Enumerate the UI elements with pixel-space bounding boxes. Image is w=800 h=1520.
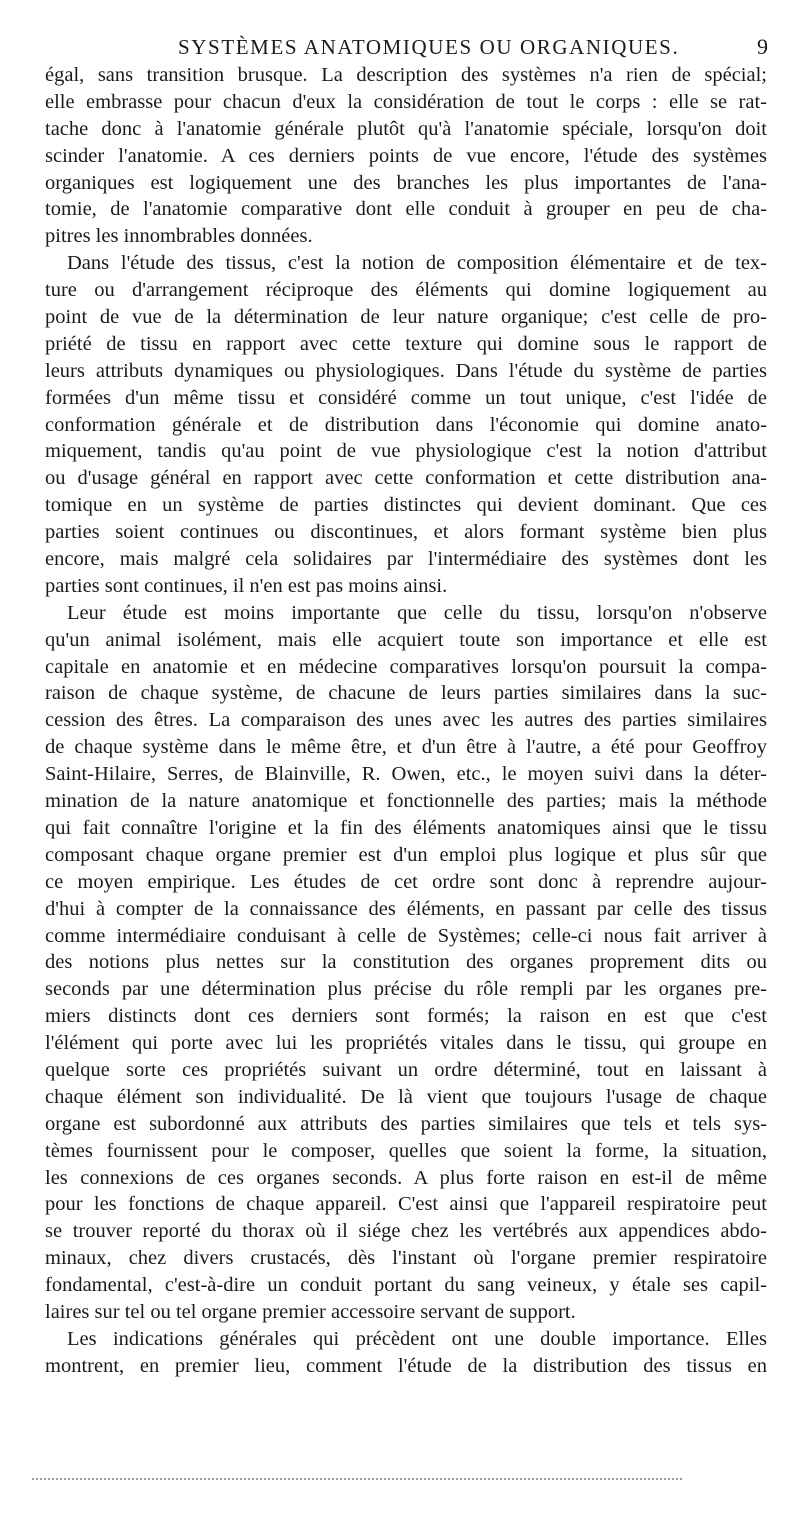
text-line: parties soient continues ou discontinues, et alors formant système bien plus	[45, 521, 767, 544]
text-line: ce moyen empirique. Les études de cet ordre sont donc à reprendre aujour-	[45, 870, 767, 893]
text-line: des notions plus nettes sur la constitution des organes proprement dits ou	[45, 951, 767, 974]
text-line: les connexions de ces organes seconds. A plus forte raison en est-il de même	[45, 1166, 767, 1189]
text-line: de chaque système dans le même être, et d'un être à l'autre, a été pour Geoffroy	[45, 736, 767, 759]
text-line: montrent, en premier lieu, comment l'étude de la distribution des tissus en	[45, 1354, 767, 1377]
text-line: comme intermédiaire conduisant à celle de Systèmes; celle-ci nous fait arriver à	[45, 924, 767, 947]
text-line: raison de chaque système, de chacune de leurs parties similaires dans la suc-	[45, 682, 767, 705]
text-line: pour les fonctions de chaque appareil. C'est ainsi que l'appareil respiratoire peut	[45, 1193, 767, 1216]
text-line: organe est subordonné aux attributs des parties similaires que tels et tels sys-	[45, 1112, 767, 1135]
text-line: encore, mais malgré cela solidaires par l'intermédiaire des systèmes dont les	[45, 548, 767, 571]
text-line: tache donc à l'anatomie générale plutôt qu'à l'anatomie spéciale, lorsqu'on doit	[45, 117, 767, 140]
text-line: minaux, chez divers crustacés, dès l'instant où l'organe premier respiratoire	[45, 1247, 767, 1270]
bottom-rule	[32, 1478, 682, 1480]
text-line: égal, sans transition brusque. La description des systèmes n'a rien de spécial;	[45, 64, 767, 86]
page-number: 9	[757, 34, 768, 59]
text-line: quelque sorte ces propriétés suivant un ordre déterminé, tout en laissant à	[45, 1058, 767, 1081]
text-line: seconds par une détermination plus précise du rôle rempli par les organes pre-	[45, 978, 767, 1001]
text-line: point de vue de la détermination de leur nature organique; c'est celle de pro-	[45, 306, 767, 329]
body-text	[45, 62, 767, 1380]
text-line: pitres les innombrables données.	[45, 225, 313, 248]
text-line: d'hui à compter de la connaissance des éléments, en passant par celle des tissus	[45, 897, 767, 920]
text-line: formées d'un même tissu et considéré comme un tout unique, c'est l'idée de	[45, 386, 767, 409]
text-line: organiques est logiquement une des branches les plus importantes de l'ana-	[45, 171, 767, 194]
paragraph-start: Dans l'étude des tissus, c'est la notion de composition élémentaire et de tex-	[67, 252, 767, 275]
paragraph-start: Les indications générales qui précèdent ont une double importance. Elles	[67, 1327, 767, 1350]
text-line: l'élément qui porte avec lui les propriétés vitales dans le tissu, qui groupe en	[45, 1032, 767, 1055]
text-line: tèmes fournissent pour le composer, quelles que soient la forme, la situation,	[45, 1139, 767, 1162]
paragraph-start: Leur étude est moins importante que celle du tissu, lorsqu'on n'observe	[67, 601, 767, 624]
running-head	[0, 30, 800, 64]
text-line: se trouver reporté du thorax où il siége chez les vertébrés aux appendices abdo-	[45, 1220, 767, 1243]
text-line: qu'un animal isolément, mais elle acquiert toute son importance et elle est	[45, 628, 767, 651]
text-line: tomie, de l'anatomie comparative dont elle conduit à grouper en peu de cha-	[45, 198, 767, 221]
text-line: mination de la nature anatomique et fonctionnelle des parties; mais la méthode	[45, 790, 767, 813]
text-line: leurs attributs dynamiques ou physiologiques. Dans l'étude du système de parties	[45, 359, 767, 382]
text-line: capitale en anatomie et en médecine comparatives lorsqu'on poursuit la compa-	[45, 655, 767, 678]
text-line: scinder l'anatomie. A ces derniers points de vue encore, l'étude des systèmes	[45, 144, 767, 167]
text-line: parties sont continues, il n'en est pas moins ainsi.	[45, 574, 448, 597]
text-line: priété de tissu en rapport avec cette texture qui domine sous le rapport de	[45, 332, 767, 355]
text-line: composant chaque organe premier est d'un emploi plus logique et plus sûr que	[45, 843, 767, 866]
text-line: laires sur tel ou tel organe premier accessoire servant de support.	[45, 1300, 576, 1323]
text-line: elle embrasse pour chacun d'eux la considération de tout le corps : elle se rat-	[45, 90, 767, 113]
text-line: tomique en un système de parties distinctes qui devient dominant. Que ces	[45, 494, 767, 517]
text-line: Saint-Hilaire, Serres, de Blainville, R. Owen, etc., le moyen suivi dans la déter-	[45, 763, 767, 786]
text-line: fondamental, c'est-à-dire un conduit portant du sang veineux, y étale ses capil-	[45, 1274, 767, 1297]
text-line: conformation générale et de distribution dans l'économie qui domine anato-	[45, 413, 767, 436]
text-line: ou d'usage général en rapport avec cette conformation et cette distribution ana-	[45, 467, 767, 490]
text-line: miers distincts dont ces derniers sont formés; la raison en est que c'est	[45, 1005, 767, 1028]
text-line: ture ou d'arrangement réciproque des éléments qui domine logiquement au	[45, 279, 767, 302]
page-title: SYSTÈMES ANATOMIQUES OU ORGANIQUES.	[178, 35, 680, 59]
text-line: chaque élément son individualité. De là vient que toujours l'usage de chaque	[45, 1085, 767, 1108]
text-line: qui fait connaître l'origine et la fin des éléments anatomiques ainsi que le tissu	[45, 816, 767, 839]
text-line: miquement, tandis qu'au point de vue physiologique c'est la notion d'attribut	[45, 440, 767, 463]
text-line: cession des êtres. La comparaison des unes avec les autres des parties similaires	[45, 709, 767, 732]
